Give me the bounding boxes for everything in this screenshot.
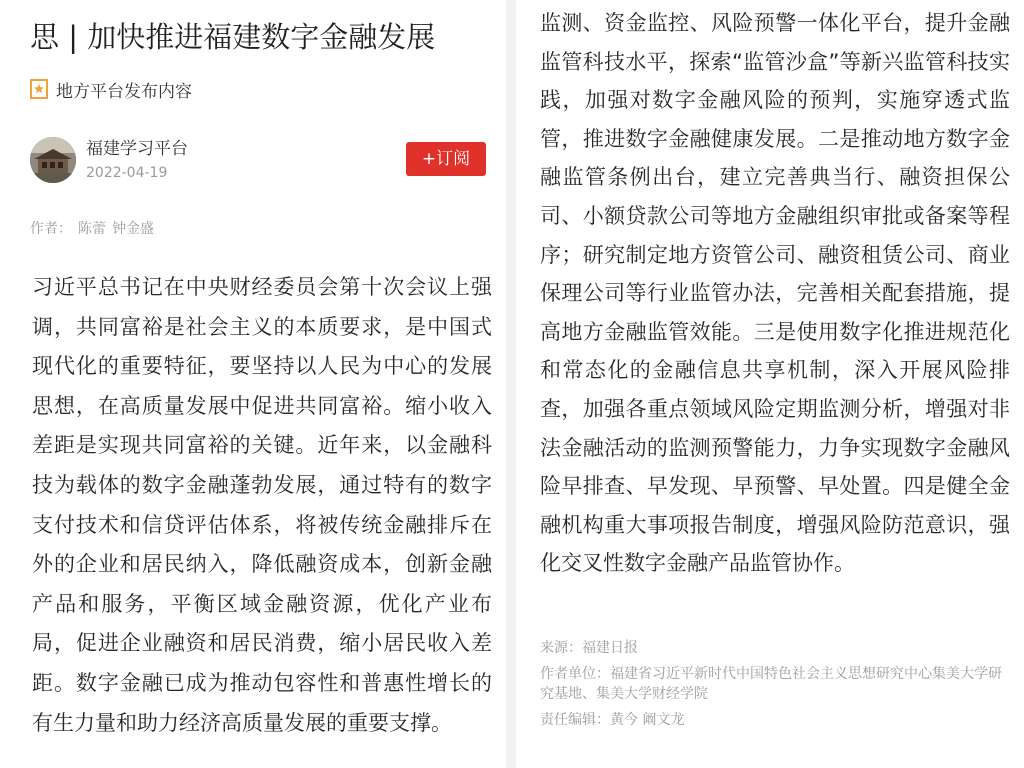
author-name: 钟金盛 — [112, 221, 154, 237]
article-body-right: 监测、资金监控、风险预警一体化平台，提升金融监管科技水平，探索“监管沙盒”等新兴监管科技实践，加强对数字金融风险的预判，实施穿透式监管，推进数字金融健康发展。二是推动地方数字金融监管条例出台，建立完善典当行、融资担保公司、小额贷款公司等地方金融组织审批或备案等程序；研究制定地方资管公司、融资租赁公司、商业保理公司等行业监管办法，完善相关配套措施，提高地方金融监管效能。三是使用数字化推进规范化和常态化的金融信息共享机制，深入开展风险排查，加强各重点领域风险定期监测分析，增强对非法金融活动的监测预警能力，力争实现数字金融风险早排查、早发现、早预警、早处置。四是健全金融机构重大事项报告制度，增强风险防范意识，强化交叉性数字金融产品监管协作。 — [540, 11, 1010, 576]
byline-label: 作者： — [30, 221, 72, 237]
author-name: 陈蕾 — [78, 221, 106, 237]
avatar[interactable] — [30, 137, 76, 183]
publisher-name[interactable]: 福建学习平台 — [86, 139, 188, 159]
byline — [30, 218, 160, 238]
publish-date: 2022-04-19 — [86, 165, 168, 181]
article-title: 思 | 加快推进福建数字金融发展 — [30, 20, 436, 54]
ribbon-badge-icon — [30, 79, 48, 99]
source-line: 来源：福建日报 — [540, 640, 638, 656]
editor-line: 责任编辑：黄今 阚文龙 — [540, 712, 685, 728]
source-tag — [30, 74, 192, 104]
source-tag-label: 地方平台发布内容 — [56, 81, 192, 102]
article-body-left: 习近平总书记在中央财经委员会第十次会议上强调，共同富裕是社会主义的本质要求，是中国式现代化的重要特征，要坚持以人民为中心的发展思想，在高质量发展中促进共同富裕。缩小收入差距是实现共同富裕的关键。近年来，以金融科技为载体的数字金融蓬勃发展，通过特有的数字支付技术和信贷评估体系，将被传统金融排斥在外的企业和居民纳入，降低融资成本，创新金融产品和服务，平衡区域金融资源，优化产业布局，促进企业融资和居民消费，缩小居民收入差距。数字金融已成为推动包容性和普惠性增长的有生力量和助力经济高质量发展的重要支撑。 — [32, 275, 492, 735]
author-unit-line: 作者单位：福建省习近平新时代中国特色社会主义思想研究中心集美大学研究基地、集美大学财经学院 — [540, 666, 1002, 702]
publisher-row — [30, 132, 486, 192]
subscribe-button[interactable]: +订阅 — [406, 142, 486, 176]
article-left-panel — [0, 0, 506, 768]
article-right-panel — [516, 0, 1024, 768]
